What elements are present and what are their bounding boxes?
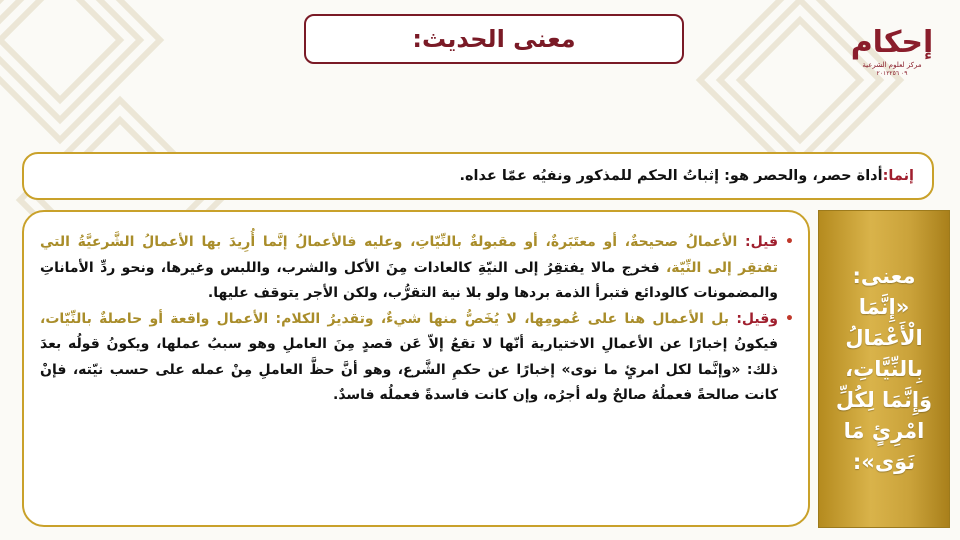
opinion-highlight: بل الأعمال هنا على عُمومِها، لا يُخَصُّ منها شيءٌ، وتقديرُ الكلام: الأعمال واقعة أو حاصلةٌ بالنِّيّات، bbox=[40, 310, 737, 327]
page-title: معنى الحديث: bbox=[412, 25, 576, 53]
side-panel bbox=[818, 210, 950, 528]
logo-subtitle: مركز لعلوم الشرعية bbox=[862, 61, 922, 69]
logo-phone: ٠٩ ٢٠١٢٢٥٦ bbox=[876, 70, 908, 77]
opinion-label: قيل: bbox=[745, 234, 778, 250]
paragraph-first-opinion bbox=[40, 230, 794, 307]
bullet-icon: • bbox=[785, 234, 794, 250]
opinion-label: وقيل: bbox=[736, 310, 778, 327]
definition-text: أداة حصر، والحصر هو: إثباتُ الحكم للمذكور ونفيُه عمّا عداه. bbox=[459, 168, 883, 184]
opinion-highlight: الأعمالُ صحيحةٌ، أو معتَبَرةٌ، أو مقبولةٌ بالنِّيّاتِ، وعليه فالأعمالُ إنَّما أُرِيدَ بها الأعمالُ الشَّرعيَّةُ التي تفتقِر إلى النِّيّة، bbox=[40, 234, 778, 276]
definition-term: إنما: bbox=[882, 168, 914, 184]
logo bbox=[850, 26, 934, 98]
side-panel-label: معنى: bbox=[852, 263, 916, 288]
bullet-icon: • bbox=[785, 310, 794, 327]
side-panel-text bbox=[825, 261, 943, 478]
opinion-text: فيكونُ إخبارًا عن الأعمالِ الاختيارية أنّها لا تقعُ إلاّ عَن قصدٍ مِنَ العاملِ وهو سببُ عملها، ويكونُ قولُه بعدَ ذلك: «وإنَّما لكل امرئٍ ما نوى» إخبارًا عن حكمِ الشَّرع، وهو أنَّ حظَّ العاملِ مِنْ عمله على حسب نيّته، فإنْ كانت صالحةً فعملُهُ صالحٌ وله أجرُه، وإن كانت فاسدةً فعملُه فاسدٌ. bbox=[40, 336, 778, 403]
opinion-text: فخرج مالا يفتقِرُ إلى النيّةِ كالعادات مِنَ الأكل والشرب، واللبس وغيرها، ونحو ردِّ الأماناتِ والمضمونات كالودائع فتبرأ الذمة بردها ولو بلا نية التقرُّب، ولكن الأجر يتوقف عليها. bbox=[40, 259, 778, 301]
hadith-quote: «إِنَّمَا الْأَعْمَالُ بِالنِّيَّاتِ، وَإِنَّمَا لِكُلِّ امْرِئٍ مَا نَوَى»: bbox=[835, 294, 933, 474]
paragraph-second-opinion bbox=[40, 307, 794, 409]
definition-box bbox=[22, 152, 934, 200]
page-title-box bbox=[304, 14, 684, 64]
explanation-box bbox=[22, 210, 810, 527]
logo-word: إحكام bbox=[850, 25, 934, 60]
